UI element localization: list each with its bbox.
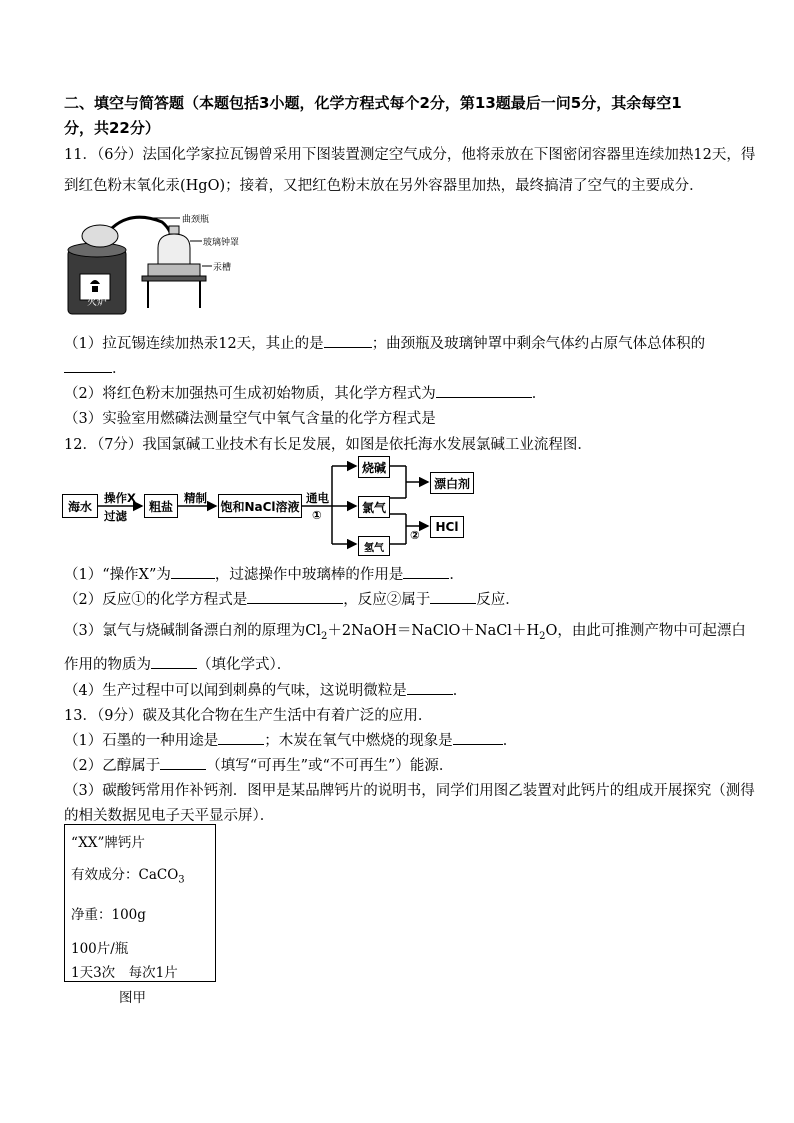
q11-part1-text-b: ；曲颈瓶及玻璃钟罩中剩余气体约占原气体总体积的 [371,336,706,352]
caustic-soda-box: 烧碱 [358,456,390,478]
electrify-label: 通电 [306,491,329,505]
q12-part3-text-c: 作用的物质为 [64,657,151,673]
q12-part4-text: （4）生产过程中可以闻到刺鼻的气味，这说明微粒是 [64,683,407,699]
q12-part1-text-a: （1）“操作X”为 [64,567,171,583]
q11-part2-text: （2）将红色粉末加强热可生成初始物质，其化学方程式为 [64,386,436,402]
q13-part3-line2: 的相关数据见电子天平显示屏）． [64,808,275,824]
q12-stem: 12．（7分）我国氯碱工业技术有长足发展，如图是依托海水发展氯碱工业流程图． [64,437,592,453]
q13-part1-text-a: （1）石墨的一种用途是 [64,733,219,749]
trough-label: 汞槽 [213,263,232,273]
q11-stem-line2: 到红色粉末氧化汞(HgO)；接着，又把红色粉末放在另外容器里加热，最终搞清了空气的主要成分． [64,178,704,194]
q11-part1 [64,332,705,353]
card-count: 100片/瓶 [71,941,129,957]
q12-part3-text-d: （填化学式）． [197,657,292,673]
chlor-alkali-flowchart [60,458,480,558]
q11-part1-cont [64,357,127,378]
answer-blank[interactable] [407,680,453,695]
answer-blank[interactable] [453,730,503,745]
period: ． [112,361,127,377]
lavoisier-apparatus-figure [62,208,242,320]
period: ． [531,386,547,402]
filter-label: 过滤 [104,509,127,523]
answer-blank[interactable] [218,730,264,745]
period: ． [502,733,518,749]
card-ingredient-subscript: 3 [178,874,185,886]
q11-part3: （3）实验室用燃磷法测量空气中氧气含量的化学方程式是 [64,411,436,427]
card-ingredient-text: 有效成分：CaCO [71,867,179,883]
equation-part: Cl [305,623,321,639]
section-title-line1: 二、填空与简答题（本题包括3小题，化学方程式每个2分，第13题最后一问5分，其余每空1 [64,94,682,112]
seawater-box: 海水 [62,494,98,518]
q12-part2-end: 反应． [476,592,520,608]
card-brand: “XX”牌钙片 [71,835,145,851]
answer-blank[interactable] [160,755,206,770]
q12-part3-cont [64,653,291,674]
q12-part1-text-b: ，过滤操作中玻璃棒的作用是 [214,567,404,583]
answer-blank[interactable] [64,358,112,373]
q13-part2-text-a: （2）乙醇属于 [64,758,161,774]
q13-part2-text-b: （填写“可再生”或“不可再生”）能源． [206,758,454,774]
section-title-line2: 分，共22分） [64,119,160,137]
retort-label: 曲颈瓶 [182,215,210,225]
q12-part4 [64,679,467,700]
q12-part1 [64,563,464,584]
q13-part1 [64,729,517,750]
q12-part2-text-b: ，反应②属于 [343,592,431,608]
q13-part1-text-b: ；木炭在氧气中燃烧的现象是 [264,733,453,749]
answer-blank[interactable] [430,589,476,604]
hydrogen-box: 氢气 [358,536,390,556]
q11-stem-line1: 11．（6分）法国化学家拉瓦锡曾采用下图装置测定空气成分，他将汞放在下图密闭容器里连续加热12天，得 [64,147,756,163]
bleach-equation [305,623,558,642]
answer-blank[interactable] [171,564,215,579]
chlorine-box: 氯气 [358,496,390,518]
q13-part3-line1: （3）碳酸钙常用作补钙剂．图甲是某品牌钙片的说明书，同学们用图乙装置对此钙片的组成开展探究（测得 [64,783,755,799]
step1-label: ① [312,508,322,522]
q12-part2-text-a: （2）反应①的化学方程式是 [64,592,248,608]
figure-caption-jia: 图甲 [119,990,146,1006]
bell-jar-label: 玻璃钟罩 [203,238,240,248]
crude-salt-box: 粗盐 [144,494,178,518]
q11-part1-text-a: （1）拉瓦锡连续加热汞12天，其止的是 [64,336,324,352]
equation-subscript: 2 [320,630,328,642]
answer-blank[interactable] [151,654,197,669]
refine-label: 精制 [184,491,207,505]
card-weight: 净重：100g [71,907,146,923]
furnace-label: 火炉 [87,297,107,308]
brine-box: 饱和NaCl溶液 [218,494,302,518]
hcl-box: HCl [430,516,464,538]
q12-part3-text-b: ，由此可推测产物中可起漂白 [557,623,746,639]
q13-stem: 13．（9分）碳及其化合物在生产生活中有着广泛的应用． [64,708,433,724]
equation-subscript: 2 [539,630,546,642]
equation-part: ＋2NaOH＝NaClO＋NaCl＋H [327,623,540,639]
card-ingredient [71,863,185,886]
period: ． [452,683,468,699]
answer-blank[interactable] [403,564,449,579]
equation-part: O [545,623,558,639]
calcium-tablet-label-card [64,824,216,982]
answer-blank[interactable] [324,333,372,348]
answer-blank[interactable] [247,589,343,604]
q12-part3-text-a: （3）氯气与烧碱制备漂白剂的原理为 [64,623,306,639]
q12-part3 [64,619,746,642]
q13-part2 [64,754,453,775]
answer-blank[interactable] [436,383,532,398]
bleach-box: 漂白剂 [430,472,474,494]
op-x-label: 操作X [104,491,136,505]
period: ． [449,567,464,583]
q11-part2 [64,382,546,403]
card-dosage: 1天3次 每次1片 [71,965,178,981]
q12-part2 [64,588,520,609]
step2-label: ② [410,528,420,542]
